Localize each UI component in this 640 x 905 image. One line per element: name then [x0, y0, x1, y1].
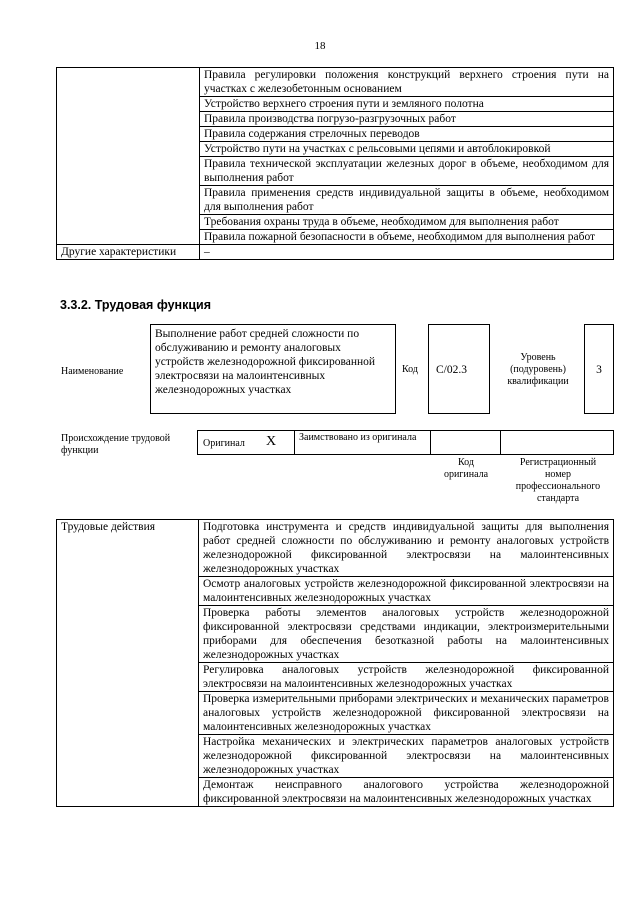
- other-characteristics-value: –: [200, 245, 614, 260]
- table-cell: Регулировка аналоговых устройств железнодорожной фиксированной электросвязи на малоинтенсивных железнодорожных участках: [199, 663, 614, 692]
- labor-actions-table: [56, 519, 614, 807]
- registration-number-caption: Регистрационный номер профессионального стандарта: [515, 457, 601, 504]
- level-box: [584, 324, 614, 414]
- code-value: С/02.3: [436, 364, 467, 376]
- table-row: [57, 245, 614, 260]
- function-name-value: Выполнение работ средней сложности по обслуживанию и ремонту аналоговых устройств железнодорожной фиксированной электросвязи на малоинтенсивных железнодорожных участках: [155, 328, 376, 396]
- code-box: [428, 324, 490, 414]
- table-cell: Настройка механических и электрических параметров аналоговых устройств железнодорожной фиксированной электросвязи на малоинтенсивных железнодорожных участках: [199, 735, 614, 778]
- table-cell: Проверка работы элементов аналоговых устройств железнодорожной фиксированной электросвязи средствами индикации, электроизмерительными приборами для обеспечения безотказной работы на малоинтенсивных железнодорожных участках: [199, 606, 614, 663]
- table-cell: Правила производства погрузо-разгрузочных работ: [200, 112, 614, 127]
- table-cell: Правила технической эксплуатации железных дорог в объеме, необходимом для выполнения работ: [200, 157, 614, 186]
- level-value: 3: [596, 364, 602, 376]
- table-cell: Устройство верхнего строения пути и земляного полотна: [200, 97, 614, 112]
- original-checkmark: X: [266, 434, 277, 449]
- borrowed-label: Заимствовано из оригинала: [299, 432, 417, 443]
- table-cell: Правила применения средств индивидуальной защиты в объеме, необходимом для выполнения работ: [200, 186, 614, 215]
- origin-label: Происхождение трудовой функции: [61, 433, 171, 456]
- labor-actions-label: Трудовые действия: [57, 520, 199, 807]
- knowledge-table: [56, 67, 614, 260]
- name-label: Наименование: [61, 366, 124, 377]
- level-label: Уровень (подуровень) квалификации: [507, 352, 569, 387]
- code-original-caption: Код оригинала: [443, 457, 489, 480]
- table-cell-empty: [57, 68, 200, 245]
- table-row: [57, 520, 614, 577]
- table-cell: Устройство пути на участках с рельсовыми цепями и автоблокировкой: [200, 142, 614, 157]
- original-label: Оригинал: [203, 438, 245, 449]
- page-number: 18: [314, 40, 326, 52]
- divider: [430, 430, 431, 455]
- table-cell: Правила содержания стрелочных переводов: [200, 127, 614, 142]
- divider: [500, 430, 501, 455]
- section-title: 3.3.2. Трудовая функция: [60, 298, 212, 312]
- function-name-box: [150, 324, 396, 414]
- table-cell: Правила регулировки положения конструкций верхнего строения пути на участках с железобетонным основанием: [200, 68, 614, 97]
- table-cell: Проверка измерительными приборами электрических и механических параметров аналоговых устройств железнодорожной фиксированной электросвязи на малоинтенсивных железнодорожных участках: [199, 692, 614, 735]
- table-cell: Требования охраны труда в объеме, необходимом для выполнения работ: [200, 215, 614, 230]
- code-label: Код: [402, 364, 418, 375]
- table-cell: Осмотр аналоговых устройств железнодорожной фиксированной электросвязи на малоинтенсивных железнодорожных участках: [199, 577, 614, 606]
- table-cell: Демонтаж неисправного аналогового устройства железнодорожной фиксированной электросвязи на малоинтенсивных железнодорожных участках: [199, 778, 614, 807]
- table-cell: Подготовка инструмента и средств индивидуальной защиты для выполнения работ средней сложности по обслуживанию и ремонту аналоговых устройств железнодорожной фиксированной электросвязи на малоинтенсивных железнодорожных участках: [199, 520, 614, 577]
- divider: [294, 430, 295, 455]
- other-characteristics-label: Другие характеристики: [57, 245, 200, 260]
- table-cell: Правила пожарной безопасности в объеме, необходимом для выполнения работ: [200, 230, 614, 245]
- table-row: [57, 68, 614, 97]
